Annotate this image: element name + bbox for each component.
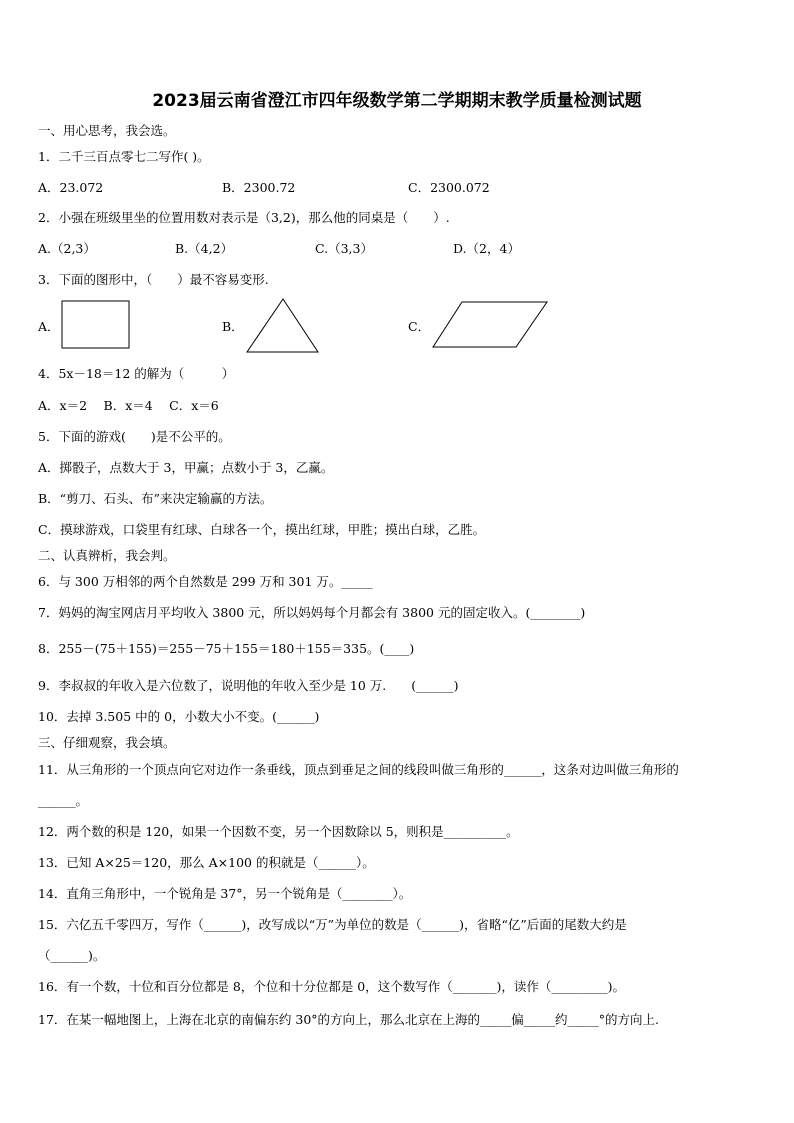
question-3: 3．下面的图形中，（ ）最不容易变形. <box>38 272 269 287</box>
question-4-options: A．x＝2 B．x＝4 C．x＝6 <box>38 398 219 413</box>
question-15-continued: （______)。 <box>38 948 106 963</box>
question-5-option-a: A．掷骰子，点数大于 3，甲赢；点数小于 3，乙赢。 <box>38 460 334 475</box>
question-2-option-b: B.（4,2） <box>175 241 234 256</box>
question-1-option-b: B．2300.72 <box>222 180 296 195</box>
section-heading-1: 一、用心思考，我会选。 <box>38 123 176 138</box>
question-5: 5．下面的游戏( )是不公平的。 <box>38 429 231 444</box>
question-1-option-c: C．2300.072 <box>408 180 490 195</box>
section-heading-2: 二、认真辨析，我会判。 <box>38 548 176 563</box>
question-2-option-c: C.（3,3） <box>315 241 373 256</box>
question-3-option-c-label: C． <box>408 319 431 334</box>
question-3-option-a-label: A． <box>38 319 60 334</box>
question-2: 2．小强在班级里坐的位置用数对表示是（3,2)，那么他的同桌是（ ）. <box>38 210 450 225</box>
question-11: 11．从三角形的一个顶点向它对边作一条垂线，顶点到垂足之间的线段叫做三角形的______，这条对边叫做三角形的 <box>38 762 679 777</box>
question-4: 4．5x－18＝12 的解为（ ） <box>38 366 235 381</box>
question-8: 8．255－(75＋155)＝255－75＋155＝180＋155＝335。(____) <box>38 641 415 656</box>
question-16: 16．有一个数，十位和百分位都是 8，个位和十分位都是 0，这个数写作（_______)，读作（_________)。 <box>38 979 626 994</box>
question-3-option-b-label: B． <box>222 319 244 334</box>
question-11-continued: ______。 <box>38 793 89 808</box>
question-13: 13．已知 A×25＝120，那么 A×100 的积就是（______）。 <box>38 855 375 870</box>
question-17: 17．在某一幅地图上，上海在北京的南偏东约 30°的方向上，那么北京在上海的_____偏_____约_____°的方向上. <box>38 1012 660 1027</box>
parallelogram-figure <box>432 301 549 349</box>
question-5-option-c: C．摸球游戏，口袋里有红球、白球各一个，摸出红球，甲胜；摸出白球，乙胜。 <box>38 522 486 537</box>
question-2-option-a: A.（2,3） <box>38 241 96 256</box>
question-10: 10．去掉 3.505 中的 0，小数大小不变。(______) <box>38 709 320 724</box>
triangle-figure <box>246 298 320 354</box>
question-2-option-d: D.（2，4） <box>453 241 520 256</box>
question-12: 12．两个数的积是 120，如果一个因数不变，另一个因数除以 5，则积是__________。 <box>38 824 519 839</box>
question-1-option-a: A．23.072 <box>38 180 104 195</box>
question-5-option-b: B．“剪刀、石头、布”来决定输赢的方法。 <box>38 491 273 506</box>
question-1: 1．二千三百点零七二写作( )。 <box>38 149 210 164</box>
question-7: 7．妈妈的淘宝网店月平均收入 3800 元，所以妈妈每个月都会有 3800 元的固定收入。(________) <box>38 605 586 620</box>
question-6: 6．与 300 万相邻的两个自然数是 299 万和 301 万。_____ <box>38 574 373 589</box>
question-9: 9．李叔叔的年收入是六位数了，说明他的年收入至少是 10 万. (______) <box>38 678 459 693</box>
question-14: 14．直角三角形中，一个锐角是 37°，另一个锐角是（________）。 <box>38 886 412 901</box>
page-title: 2023届云南省澄江市四年级数学第二学期期末教学质量检测试题 <box>152 91 642 111</box>
rectangle-figure <box>61 300 131 350</box>
question-15: 15．六亿五千零四万，写作（______)，改写成以“万”为单位的数是（______)，省略“亿”后面的尾数大约是 <box>38 917 627 932</box>
section-heading-3: 三、仔细观察，我会填。 <box>38 735 176 750</box>
